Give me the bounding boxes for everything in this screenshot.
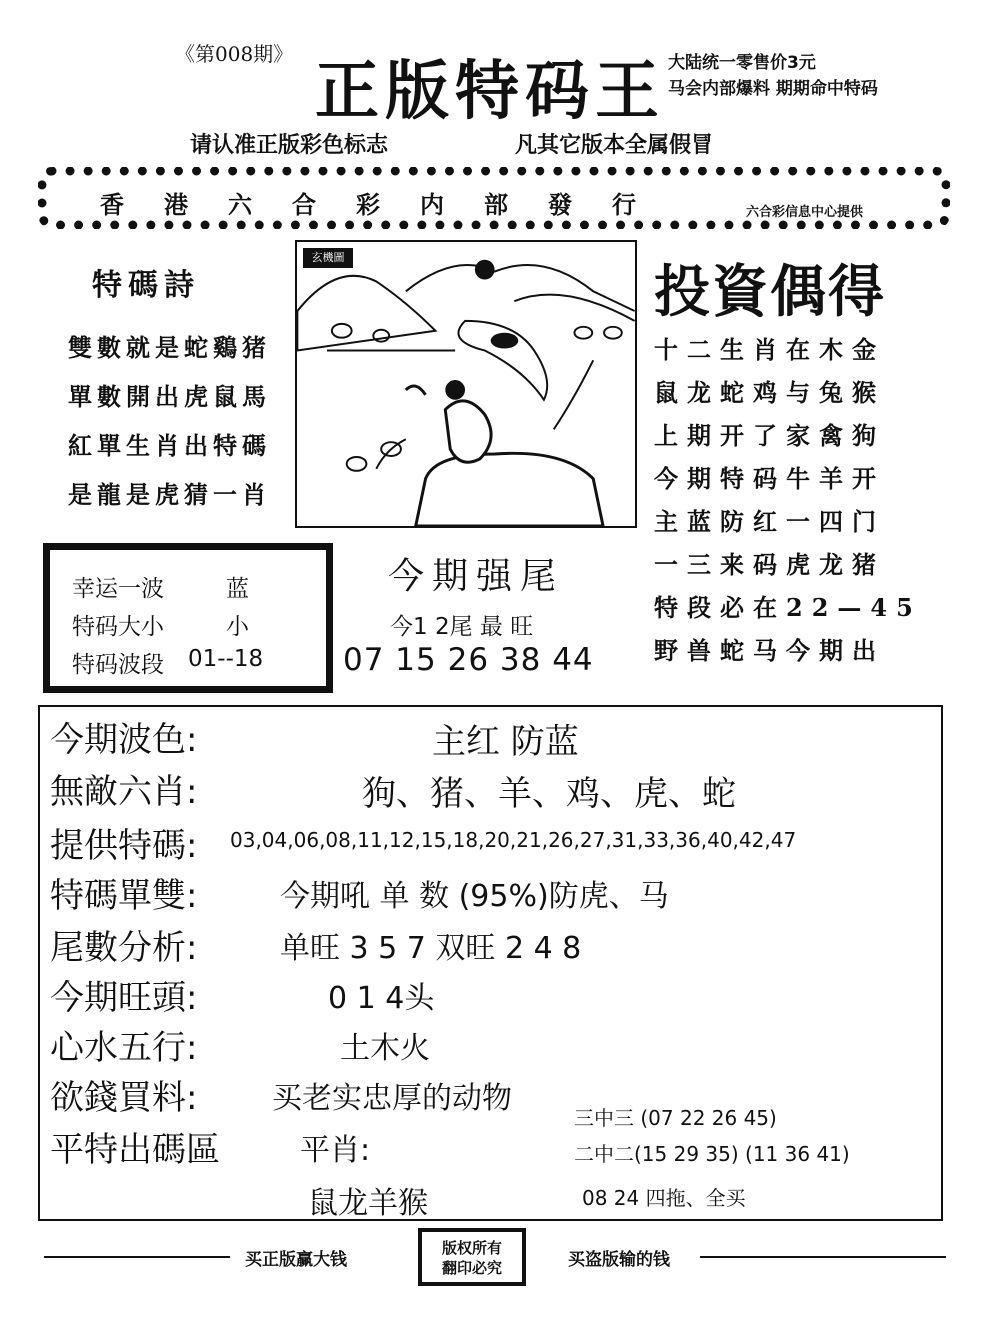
poem-line: 紅單生肖出特碼 [68,431,271,460]
invest-line: 鼠龙蛇鸡与兔猴 [654,378,885,407]
strong-tail-subtitle: 今1 2尾 最 旺 [390,614,534,640]
footer-divider [700,1256,946,1258]
poem-line: 單數開出虎鼠馬 [68,382,271,411]
lucky-label: 特码大小 [72,614,164,640]
flat-label: 平特出碼區 [50,1130,220,1170]
invest-line: 今期特码牛羊开 [654,464,885,493]
invest-title: 投資偶得 [654,260,886,325]
flat-value: 鼠龙羊猴 [308,1186,428,1221]
buy-label: 欲錢買料: [50,1078,198,1118]
riddle-picture [295,240,637,528]
sun-icon [475,260,495,280]
buy-value: 买老实忠厚的动物 [272,1081,512,1116]
special-label: 提供特碼: [50,826,198,866]
strong-tail-title: 今期强尾 [388,556,565,597]
copyright-box [418,1228,526,1286]
notice-left: 请认准正版彩色标志 [190,133,389,158]
head-value: 0 1 4头 [328,981,435,1016]
combo-drag: 08 24 四拖、全买 [582,1186,746,1210]
copyright-line: 版权所有 [441,1239,502,1257]
wave-value: 主红 防蓝 [432,722,579,762]
copyright-line: 翻印必究 [441,1259,502,1277]
poem-line: 雙數就是蛇鷄猪 [68,333,271,362]
lucky-value: 蓝 [226,576,249,602]
oddeven-label: 特碼單雙: [50,876,198,916]
flat-sub-label: 平肖: [300,1133,371,1168]
picture-badge: 玄機圖 [303,248,353,268]
price-info [668,50,878,102]
special-value: 03,04,06,08,11,12,15,18,20,21,26,27,31,33,36,40,42,47 [230,828,797,852]
footer-left: 买正版赢大钱 [245,1250,347,1270]
five-value: 土木火 [340,1031,430,1066]
invest-line: 上期开了家禽狗 [654,421,885,450]
wave-label: 今期波色: [50,720,198,760]
landscape-illustration [297,242,635,526]
tail-value: 单旺 3 5 7 双旺 2 4 8 [280,931,582,966]
poem-line: 是龍是虎猜一肖 [68,480,271,509]
invest-line: 野兽蛇马今期出 [654,636,885,665]
head-label: 今期旺頭: [50,978,198,1018]
footer-divider [44,1256,230,1258]
notice-right: 凡其它版本全属假冒 [515,133,714,158]
invest-line: 一三来码虎龙猪 [654,550,885,579]
oddeven-value: 今期吼 单 数 (95%)防虎、马 [280,879,669,914]
banner-provider: 六合彩信息中心提供 [746,205,864,220]
lucky-label: 特码波段 [72,652,164,678]
invest-line: 主蓝防红一四门 [654,507,885,536]
invest-line: 特段必在22—45 [654,593,922,622]
lucky-value: 01--18 [188,646,264,672]
six-value: 狗、猪、羊、鸡、虎、蛇 [362,774,736,814]
banner-main: 香港六合彩内部發行 [100,190,676,219]
invest-line: 十二生肖在木金 [654,335,885,364]
strong-tail-numbers: 07 15 26 38 44 [343,642,594,678]
six-label: 無敵六肖: [50,772,198,812]
price-line: 马会内部爆料 期期命中特码 [668,79,878,99]
tail-label: 尾數分析: [50,928,198,968]
page-title: 正版特码王 [315,55,665,129]
combo-three: 三中三 (07 22 26 45) [574,1106,777,1130]
poem-title: 特碼詩 [92,268,200,303]
issue-number: 《第008期》 [175,42,294,66]
lucky-label: 幸运一波 [72,576,164,602]
lucky-value: 小 [226,614,249,640]
price-line: 大陆统一零售价3元 [668,53,816,73]
footer-right: 买盗版输的钱 [568,1250,670,1270]
five-label: 心水五行: [50,1028,198,1068]
combo-two: 二中二(15 29 35) (11 36 41) [574,1142,850,1166]
